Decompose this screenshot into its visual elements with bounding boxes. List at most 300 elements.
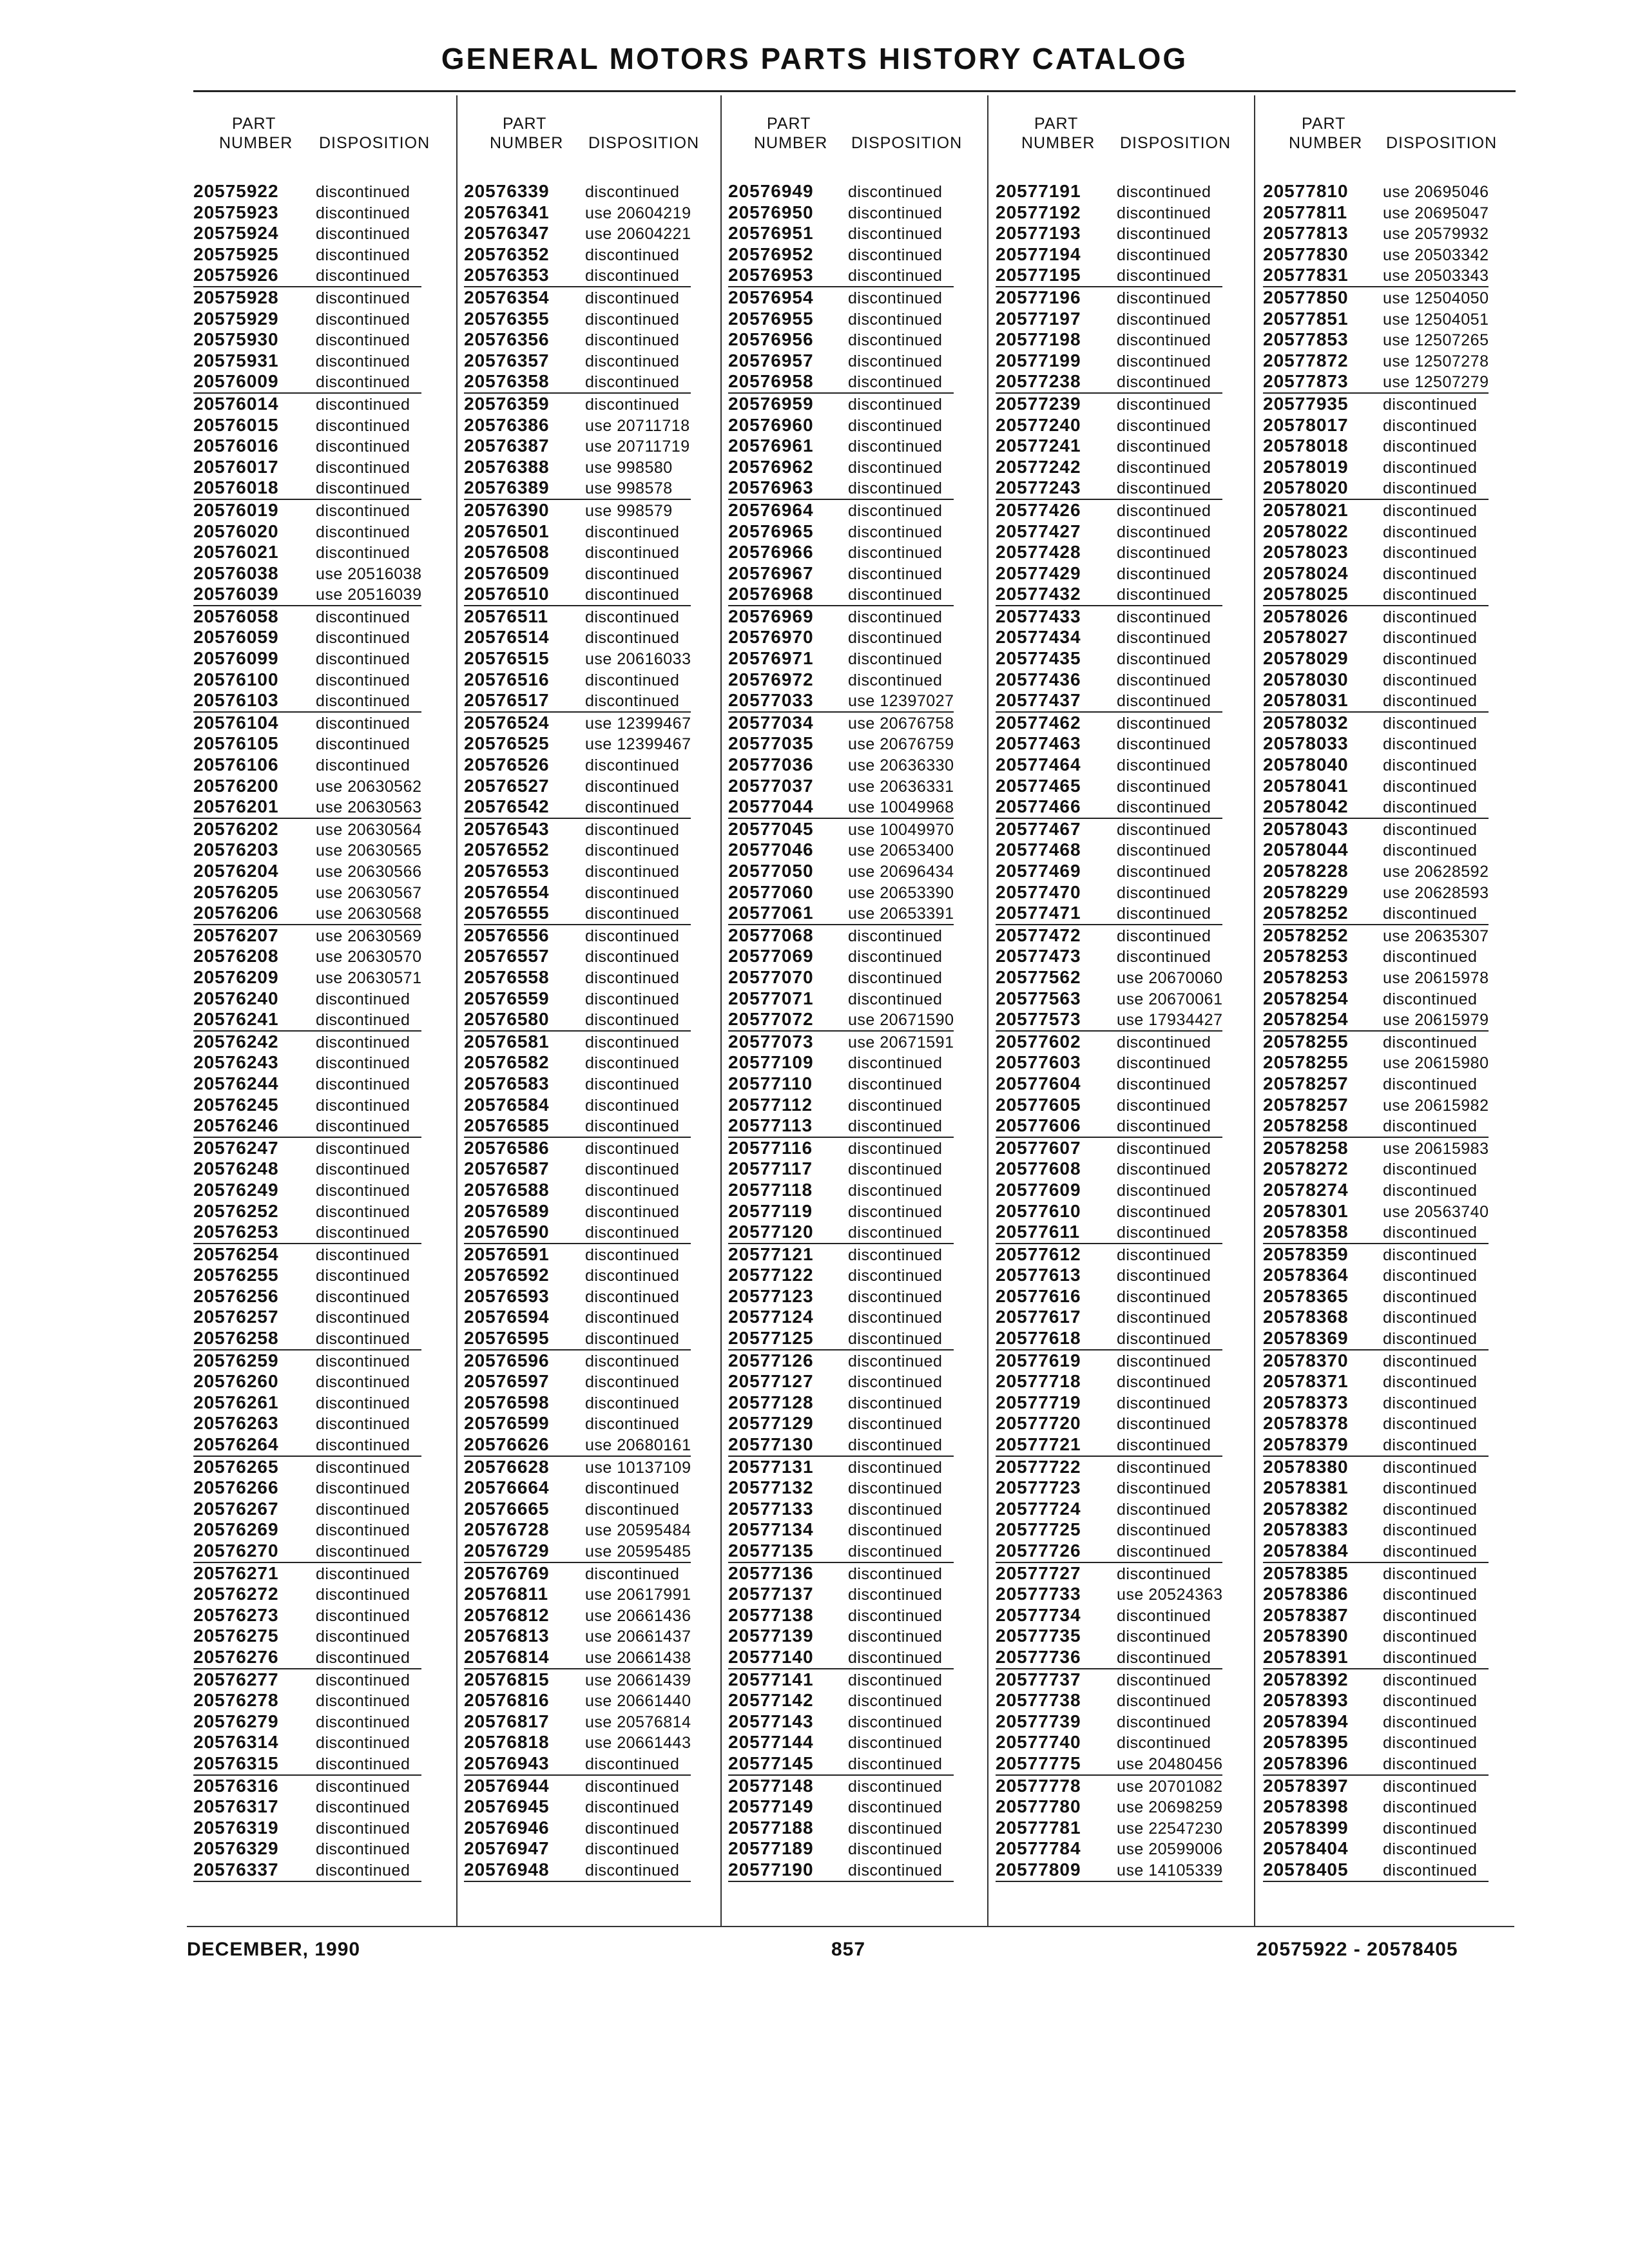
part-disposition: discontinued: [316, 1202, 410, 1221]
part-disposition: discontinued: [585, 608, 680, 626]
table-row: [728, 903, 954, 925]
part-number: 20577144: [728, 1732, 814, 1753]
table-row: [464, 1838, 691, 1860]
part-disposition: use 20630565: [316, 841, 422, 860]
part-disposition: discontinued: [1383, 1606, 1478, 1625]
part-disposition: use 998578: [585, 479, 673, 498]
part-number: 20578024: [1263, 562, 1349, 583]
part-disposition: discontinued: [1117, 735, 1211, 754]
table-row: [464, 1499, 691, 1520]
part-disposition: discontinued: [848, 1117, 943, 1136]
part-disposition: discontinued: [1117, 608, 1211, 626]
part-disposition: use 20615979: [1383, 1011, 1489, 1030]
part-disposition: discontinued: [848, 1415, 943, 1434]
part-number: 20577606: [996, 1115, 1081, 1136]
part-number: 20577134: [728, 1519, 814, 1540]
table-row: [1263, 1690, 1489, 1711]
part-disposition: discontinued: [316, 1798, 410, 1817]
part-number: 20577141: [728, 1669, 814, 1689]
table-row: [728, 1818, 954, 1839]
part-disposition: discontinued: [1117, 798, 1211, 817]
part-disposition: use 10137109: [585, 1458, 691, 1477]
part-disposition: discontinued: [1383, 437, 1478, 456]
part-disposition: discontinued: [316, 310, 410, 329]
part-number: 20577609: [996, 1179, 1081, 1200]
table-row: [1263, 351, 1489, 372]
part-number: 20576260: [193, 1371, 279, 1392]
table-row: [1263, 606, 1489, 628]
part-number: 20577618: [996, 1328, 1081, 1349]
part-disposition: use 20516038: [316, 564, 422, 583]
part-disposition: discontinued: [585, 1394, 680, 1412]
table-row: [464, 1796, 691, 1818]
part-number: 20576253: [193, 1222, 279, 1242]
parts-list: [728, 181, 954, 1882]
part-number: 20576961: [728, 436, 814, 456]
table-row: [728, 648, 954, 669]
part-disposition: use 20630571: [316, 968, 422, 987]
part-number: 20576355: [464, 308, 550, 329]
table-row: [464, 1457, 691, 1478]
part-number: 20577432: [996, 584, 1081, 604]
table-row: [996, 903, 1222, 925]
part-number: 20578029: [1263, 648, 1349, 669]
part-disposition: discontinued: [1117, 948, 1211, 966]
table-row: [464, 415, 691, 436]
part-disposition: discontinued: [585, 1287, 680, 1306]
table-row: [1263, 371, 1489, 394]
table-row: [193, 457, 421, 478]
table-row: [1263, 1350, 1489, 1372]
part-number: 20578405: [1263, 1859, 1349, 1879]
table-row: [996, 1519, 1222, 1541]
table-row: [464, 521, 691, 543]
part-disposition: discontinued: [1117, 523, 1211, 541]
table-row: [728, 329, 954, 351]
part-disposition: discontinued: [1117, 1479, 1211, 1498]
part-number: 20578257: [1263, 1073, 1349, 1093]
table-row: [1263, 988, 1489, 1010]
table-row: [1263, 521, 1489, 543]
part-number: 20576962: [728, 456, 814, 477]
part-number: 20576626: [464, 1434, 550, 1455]
part-number: 20578369: [1263, 1328, 1349, 1349]
part-number: 20576009: [193, 371, 279, 392]
part-number: 20576207: [193, 925, 279, 945]
part-disposition: discontinued: [585, 1479, 680, 1498]
part-disposition: discontinued: [316, 416, 410, 435]
table-row: [464, 1265, 691, 1286]
table-row: [193, 1222, 421, 1244]
header-number-label: NUMBER: [1289, 134, 1363, 152]
part-disposition: discontinued: [1117, 1202, 1211, 1221]
part-disposition: discontinued: [848, 479, 943, 498]
table-row: [728, 1753, 954, 1776]
table-row: [996, 1265, 1222, 1286]
part-disposition: use 20595485: [585, 1542, 691, 1561]
part-disposition: discontinued: [585, 968, 680, 987]
table-row: [1263, 1818, 1489, 1839]
part-disposition: use 20617991: [585, 1586, 691, 1604]
table-row: [464, 1032, 691, 1053]
part-disposition: discontinued: [848, 1648, 943, 1667]
part-disposition: discontinued: [848, 927, 943, 945]
table-row: [193, 1605, 421, 1626]
part-number: 20576586: [464, 1137, 550, 1158]
part-number: 20576558: [464, 966, 550, 987]
part-number: 20576205: [193, 881, 279, 902]
table-row: [464, 627, 691, 648]
part-disposition: discontinued: [316, 1352, 410, 1370]
part-number: 20575924: [193, 223, 279, 244]
table-row: [193, 1796, 421, 1818]
part-disposition: discontinued: [848, 1075, 943, 1093]
part-disposition: use 20615978: [1383, 968, 1489, 987]
part-number: 20577718: [996, 1371, 1081, 1392]
part-number: 20578255: [1263, 1052, 1349, 1073]
part-number: 20576959: [728, 393, 814, 414]
table-row: [728, 1328, 954, 1350]
part-disposition: discontinued: [848, 1394, 943, 1412]
part-number: 20576559: [464, 988, 550, 1008]
part-number: 20577468: [996, 840, 1081, 860]
part-disposition: use 20671590: [848, 1011, 954, 1030]
part-disposition: discontinued: [585, 1777, 680, 1796]
table-row: [996, 1009, 1222, 1032]
part-disposition: discontinued: [1117, 1500, 1211, 1519]
part-disposition: discontinued: [848, 1734, 943, 1753]
part-disposition: discontinued: [585, 905, 680, 923]
table-row: [728, 436, 954, 457]
part-number: 20578228: [1263, 861, 1349, 881]
table-row: [996, 500, 1222, 521]
table-row: [193, 1563, 421, 1584]
part-disposition: discontinued: [1383, 629, 1478, 648]
table-row: [464, 1095, 691, 1116]
table-row: [193, 1286, 421, 1307]
part-number: 20576948: [464, 1859, 550, 1879]
table-row: [996, 1434, 1222, 1457]
table-row: [1263, 648, 1489, 669]
part-disposition: discontinued: [316, 1181, 410, 1200]
part-number: 20576099: [193, 648, 279, 669]
table-row: [996, 1584, 1222, 1605]
table-row: [728, 223, 954, 244]
part-number: 20576598: [464, 1392, 550, 1412]
part-disposition: use 20661438: [585, 1648, 691, 1667]
table-row: [464, 946, 691, 967]
table-row: [728, 265, 954, 287]
part-disposition: discontinued: [1383, 523, 1478, 541]
part-disposition: discontinued: [1383, 1671, 1478, 1689]
part-disposition: discontinued: [316, 1394, 410, 1412]
part-number: 20576592: [464, 1265, 550, 1285]
part-number: 20578394: [1263, 1711, 1349, 1731]
part-number: 20576104: [193, 712, 279, 733]
part-number: 20575922: [193, 181, 279, 201]
table-row: [1263, 436, 1489, 457]
part-disposition: discontinued: [316, 1330, 410, 1349]
table-row: [193, 265, 421, 287]
part-number: 20576946: [464, 1817, 550, 1838]
part-number: 20578021: [1263, 499, 1349, 520]
part-number: 20576949: [728, 181, 814, 201]
part-disposition: discontinued: [316, 1713, 410, 1731]
part-number: 20578390: [1263, 1626, 1349, 1646]
part-disposition: discontinued: [1117, 1224, 1211, 1242]
table-row: [193, 1711, 421, 1733]
parts-column-3: [728, 95, 989, 1879]
part-number: 20576388: [464, 456, 550, 477]
part-number: 20576501: [464, 521, 550, 541]
table-row: [1263, 1499, 1489, 1520]
part-disposition: discontinued: [848, 1564, 943, 1583]
part-number: 20577073: [728, 1031, 814, 1052]
table-row: [1263, 1371, 1489, 1392]
part-number: 20575929: [193, 308, 279, 329]
part-disposition: discontinued: [1383, 1479, 1478, 1498]
part-disposition: discontinued: [1117, 437, 1211, 456]
part-number: 20576555: [464, 903, 550, 923]
part-disposition: discontinued: [1117, 289, 1211, 307]
part-number: 20577197: [996, 308, 1081, 329]
part-number: 20578030: [1263, 669, 1349, 689]
part-number: 20576945: [464, 1796, 550, 1817]
part-number: 20576729: [464, 1541, 550, 1561]
part-disposition: discontinued: [585, 1075, 680, 1093]
table-row: [464, 265, 691, 287]
table-row: [464, 903, 691, 925]
part-number: 20577241: [996, 436, 1081, 456]
part-number: 20576261: [193, 1392, 279, 1412]
table-row: [728, 1796, 954, 1818]
part-disposition: discontinued: [1117, 777, 1211, 796]
part-disposition: discontinued: [1117, 1267, 1211, 1285]
table-row: [464, 1584, 691, 1605]
part-disposition: discontinued: [316, 1692, 410, 1711]
part-number: 20577809: [996, 1859, 1081, 1879]
part-number: 20577118: [728, 1179, 813, 1200]
part-number: 20578364: [1263, 1265, 1349, 1285]
part-disposition: discontinued: [1117, 373, 1211, 392]
table-row: [193, 988, 421, 1010]
part-number: 20576585: [464, 1115, 550, 1136]
part-disposition: discontinued: [1383, 608, 1478, 626]
part-disposition: discontinued: [1117, 1648, 1211, 1667]
part-number: 20577137: [728, 1584, 814, 1604]
part-disposition: use 12507278: [1383, 352, 1489, 370]
part-number: 20578033: [1263, 733, 1349, 754]
part-disposition: discontinued: [848, 416, 943, 435]
part-number: 20577737: [996, 1669, 1081, 1689]
part-number: 20577720: [996, 1413, 1081, 1434]
part-number: 20577429: [996, 562, 1081, 583]
part-disposition: use 20671591: [848, 1033, 954, 1052]
part-disposition: discontinued: [848, 1267, 943, 1285]
part-disposition: use 20701082: [1117, 1777, 1223, 1796]
table-row: [193, 669, 421, 691]
table-row: [728, 669, 954, 691]
table-row: [996, 669, 1222, 691]
table-row: [1263, 1732, 1489, 1753]
part-number: 20576964: [728, 499, 814, 520]
part-disposition: discontinued: [848, 1436, 943, 1455]
part-disposition: discontinued: [585, 1202, 680, 1221]
part-number: 20578022: [1263, 521, 1349, 541]
part-disposition: discontinued: [316, 1648, 410, 1667]
part-disposition: discontinued: [1383, 1033, 1478, 1052]
part-number: 20577113: [728, 1115, 813, 1136]
part-number: 20578387: [1263, 1604, 1349, 1625]
part-number: 20577128: [728, 1392, 814, 1412]
part-number: 20578027: [1263, 627, 1349, 648]
part-number: 20577436: [996, 669, 1081, 689]
part-disposition: discontinued: [316, 1373, 410, 1392]
part-number: 20577139: [728, 1626, 814, 1646]
part-number: 20576014: [193, 393, 279, 414]
part-disposition: discontinued: [1117, 586, 1211, 604]
part-disposition: discontinued: [1117, 458, 1211, 477]
part-number: 20577719: [996, 1392, 1081, 1412]
table-row: [1263, 1073, 1489, 1095]
part-number: 20577034: [728, 712, 814, 733]
part-number: 20578301: [1263, 1200, 1349, 1221]
part-number: 20577739: [996, 1711, 1081, 1731]
part-number: 20576204: [193, 861, 279, 881]
part-number: 20576038: [193, 562, 279, 583]
part-disposition: discontinued: [316, 225, 410, 244]
table-row: [464, 819, 691, 840]
part-number: 20577198: [996, 329, 1081, 350]
part-number: 20576589: [464, 1200, 550, 1221]
header-number-label: NUMBER: [1021, 134, 1095, 152]
part-number: 20576245: [193, 1094, 279, 1115]
part-number: 20576590: [464, 1222, 550, 1242]
part-number: 20577735: [996, 1626, 1081, 1646]
table-row: [996, 733, 1222, 754]
part-disposition: discontinued: [1383, 1436, 1478, 1455]
part-number: 20578025: [1263, 584, 1349, 604]
part-number: 20577463: [996, 733, 1081, 754]
table-row: [193, 1307, 421, 1328]
part-disposition: use 20680161: [585, 1436, 691, 1455]
part-disposition: discontinued: [1117, 841, 1211, 860]
table-row: [728, 1073, 954, 1095]
table-row: [464, 181, 691, 202]
part-disposition: discontinued: [1383, 1564, 1478, 1583]
table-row: [193, 1095, 421, 1116]
part-number: 20578253: [1263, 946, 1349, 966]
part-disposition: discontinued: [848, 564, 943, 583]
part-disposition: discontinued: [316, 1160, 410, 1179]
table-row: [728, 1371, 954, 1392]
part-disposition: discontinued: [585, 1267, 680, 1285]
part-number: 20576595: [464, 1328, 550, 1349]
part-number: 20577471: [996, 903, 1081, 923]
part-number: 20577462: [996, 712, 1081, 733]
part-number: 20576359: [464, 393, 550, 414]
table-row: [996, 1244, 1222, 1265]
table-row: [1263, 1584, 1489, 1605]
part-disposition: discontinued: [585, 1754, 680, 1773]
part-number: 20577721: [996, 1434, 1081, 1455]
part-number: 20576597: [464, 1371, 550, 1392]
table-row: [193, 733, 421, 754]
part-disposition: discontinued: [1383, 564, 1478, 583]
table-row: [996, 202, 1222, 224]
part-disposition: discontinued: [1117, 1713, 1211, 1731]
part-disposition: discontinued: [316, 331, 410, 350]
part-number: 20576963: [728, 477, 814, 498]
table-row: [996, 351, 1222, 372]
part-number: 20576557: [464, 946, 550, 966]
part-number: 20577045: [728, 818, 814, 839]
table-row: [728, 1732, 954, 1753]
table-row: [1263, 1244, 1489, 1265]
part-disposition: discontinued: [848, 1500, 943, 1519]
table-row: [464, 776, 691, 797]
part-disposition: discontinued: [1383, 1224, 1478, 1242]
table-row: [1263, 1457, 1489, 1478]
table-row: [728, 1032, 954, 1053]
part-number: 20577142: [728, 1690, 814, 1711]
part-disposition: discontinued: [1117, 692, 1211, 711]
part-disposition: discontinued: [316, 1500, 410, 1519]
part-number: 20576587: [464, 1158, 550, 1179]
table-row: [996, 584, 1222, 606]
part-number: 20577037: [728, 775, 814, 796]
part-disposition: discontinued: [316, 1287, 410, 1306]
part-disposition: discontinued: [1117, 629, 1211, 648]
part-disposition: discontinued: [585, 777, 680, 796]
table-row: [464, 882, 691, 903]
part-disposition: use 20630566: [316, 863, 422, 881]
table-row: [464, 1180, 691, 1201]
part-number: 20578359: [1263, 1244, 1349, 1264]
part-disposition: discontinued: [848, 1181, 943, 1200]
part-disposition: use 20615980: [1383, 1054, 1489, 1073]
part-disposition: discontinued: [1383, 1521, 1478, 1540]
part-number: 20578252: [1263, 903, 1349, 923]
part-disposition: discontinued: [1383, 735, 1478, 754]
part-number: 20576510: [464, 584, 550, 604]
part-number: 20577781: [996, 1817, 1081, 1838]
part-number: 20577138: [728, 1604, 814, 1625]
part-number: 20577126: [728, 1350, 814, 1370]
table-row: [193, 1434, 421, 1457]
part-disposition: discontinued: [585, 1798, 680, 1817]
table-row: [464, 733, 691, 754]
part-disposition: discontinued: [316, 1734, 410, 1753]
table-row: [728, 1244, 954, 1265]
table-row: [1263, 1669, 1489, 1691]
footer-rule: [187, 1926, 1514, 1927]
part-disposition: discontinued: [316, 1309, 410, 1327]
part-number: 20577616: [996, 1285, 1081, 1306]
part-disposition: discontinued: [848, 1160, 943, 1179]
part-number: 20577810: [1263, 181, 1349, 201]
table-row: [464, 754, 691, 776]
table-row: [728, 733, 954, 754]
part-number: 20576272: [193, 1584, 279, 1604]
table-row: [1263, 415, 1489, 436]
part-number: 20575926: [193, 265, 279, 285]
part-disposition: discontinued: [848, 1309, 943, 1327]
part-disposition: discontinued: [1383, 1245, 1478, 1264]
table-row: [728, 1776, 954, 1797]
table-row: [1263, 1286, 1489, 1307]
part-number: 20578023: [1263, 542, 1349, 562]
